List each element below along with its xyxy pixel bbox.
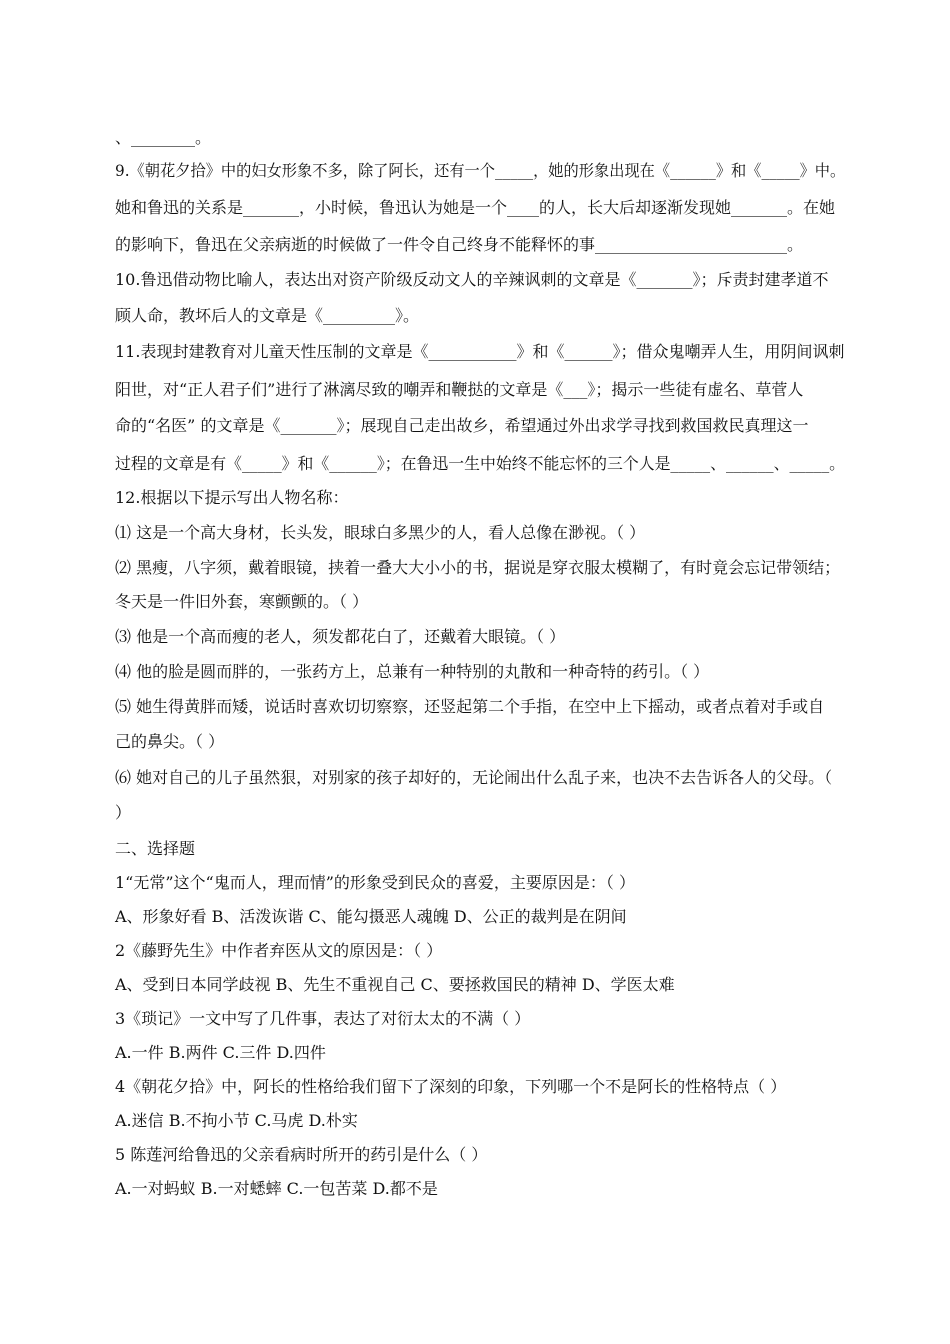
q12-item-2a: ⑵ 黑瘦，八字须，戴着眼镜，挟着一叠大大小小的书，据说是穿衣服太模糊了，有时竟会忘记带领结； (115, 558, 841, 577)
mc-q1-options: A、形象好看 B、活泼诙谐 C、能勾摄恶人魂魄 D、公正的裁判是在阴间 (115, 907, 627, 926)
q11-line-2: 阳世，对“正人君子们”进行了淋漓尽致的嘲弄和鞭挞的文章是《___》；揭示一些徒有虚名、草菅人 (115, 380, 804, 399)
q12-item-5a: ⑸ 她生得黄胖而矮，说话时喜欢切切察察，还竖起第二个手指，在空中上下摇动，或者点着对手或自 (115, 697, 825, 716)
mc-q3-options: A.一件 B.两件 C.三件 D.四件 (115, 1043, 326, 1062)
mc-q5-options: A.一对蚂蚁 B.一对蟋蟀 C.一包苦菜 D.都不是 (115, 1179, 438, 1198)
q11-line-1: 11.表现封建教育对儿童天性压制的文章是《___________》和《______》；借众鬼嘲弄人生，用阴间讽刺 (115, 342, 845, 361)
mc-q3: 3《琐记》一文中写了几件事，表达了对衍太太的不满（ ） (115, 1009, 531, 1028)
q9-line-3: 的影响下，鲁迅在父亲病逝的时候做了一件令自己终身不能释怀的事________________________。 (115, 235, 804, 254)
q11-line-4: 过程的文章是有《_____》和《______》；在鲁迅一生中始终不能忘怀的三个人是_____、______、_____。 (115, 454, 846, 473)
q12-item-5b: 己的鼻尖。（ ） (115, 732, 225, 751)
q12-item-6b: ） (115, 803, 132, 822)
mc-q5: 5 陈莲河给鲁迅的父亲看病时所开的药引是什么（ ） (115, 1145, 488, 1164)
mc-q1: 1“无常”这个“鬼而人，理而情”的形象受到民众的喜爱，主要原因是：（ ） (115, 873, 635, 892)
q12-item-6a: ⑹ 她对自己的儿子虽然狠，对别家的孩子却好的，无论闹出什么乱子来，也决不去告诉各人的父母。（ (115, 768, 833, 787)
q12-item-1: ⑴ 这是一个高大身材，长头发，眼球白多黑少的人，看人总像在渺视。（ ） (115, 523, 646, 542)
q12-item-4: ⑷ 他的脸是圆而胖的，一张药方上，总兼有一种特别的丸散和一种奇特的药引。（ ） (115, 662, 710, 681)
q9-line-2: 她和鲁迅的关系是_______，小时候，鲁迅认为她是一个____的人，长大后却逐渐发现她_______。在她 (115, 198, 836, 217)
mc-q4: 4《朝花夕拾》中，阿长的性格给我们留下了深刻的印象，下列哪一个不是阿长的性格特点（ ） (115, 1077, 787, 1096)
q12-item-3: ⑶ 他是一个高而瘦的老人，须发都花白了，还戴着大眼镜。（ ） (115, 627, 566, 646)
mc-q4-options: A.迷信 B.不拘小节 C.马虎 D.朴实 (115, 1111, 358, 1130)
q10-line-1: 10.鲁迅借动物比喻人，表达出对资产阶级反动文人的辛辣讽刺的文章是《_______》；斥责封建孝道不 (115, 270, 829, 289)
q12-item-2b: 冬天是一件旧外套，寒颤颤的。（ ） (115, 592, 369, 611)
section-2-title: 二、选择题 (115, 839, 196, 858)
mc-q2-options: A、受到日本同学歧视 B、先生不重视自己 C、要拯救国民的精神 D、学医太难 (115, 975, 675, 994)
q10-line-2: 顾人命，教坏后人的文章是《_________》。 (115, 306, 420, 325)
q11-line-3: 命的“名医” 的文章是《_______》；展现自己走出故乡，希望通过外出求学寻找到救国救民真理这一 (115, 416, 809, 435)
mc-q2: 2《藤野先生》中作者弃医从文的原因是：（ ） (115, 941, 443, 960)
q12-title: 12.根据以下提示写出人物名称： (115, 488, 349, 507)
q9-line-1: 9.《朝花夕拾》中的妇女形象不多，除了阿长，还有一个_____，她的形象出现在《______》和《_____》中。 (115, 161, 846, 180)
q8-continuation: 、________。 (115, 128, 212, 147)
